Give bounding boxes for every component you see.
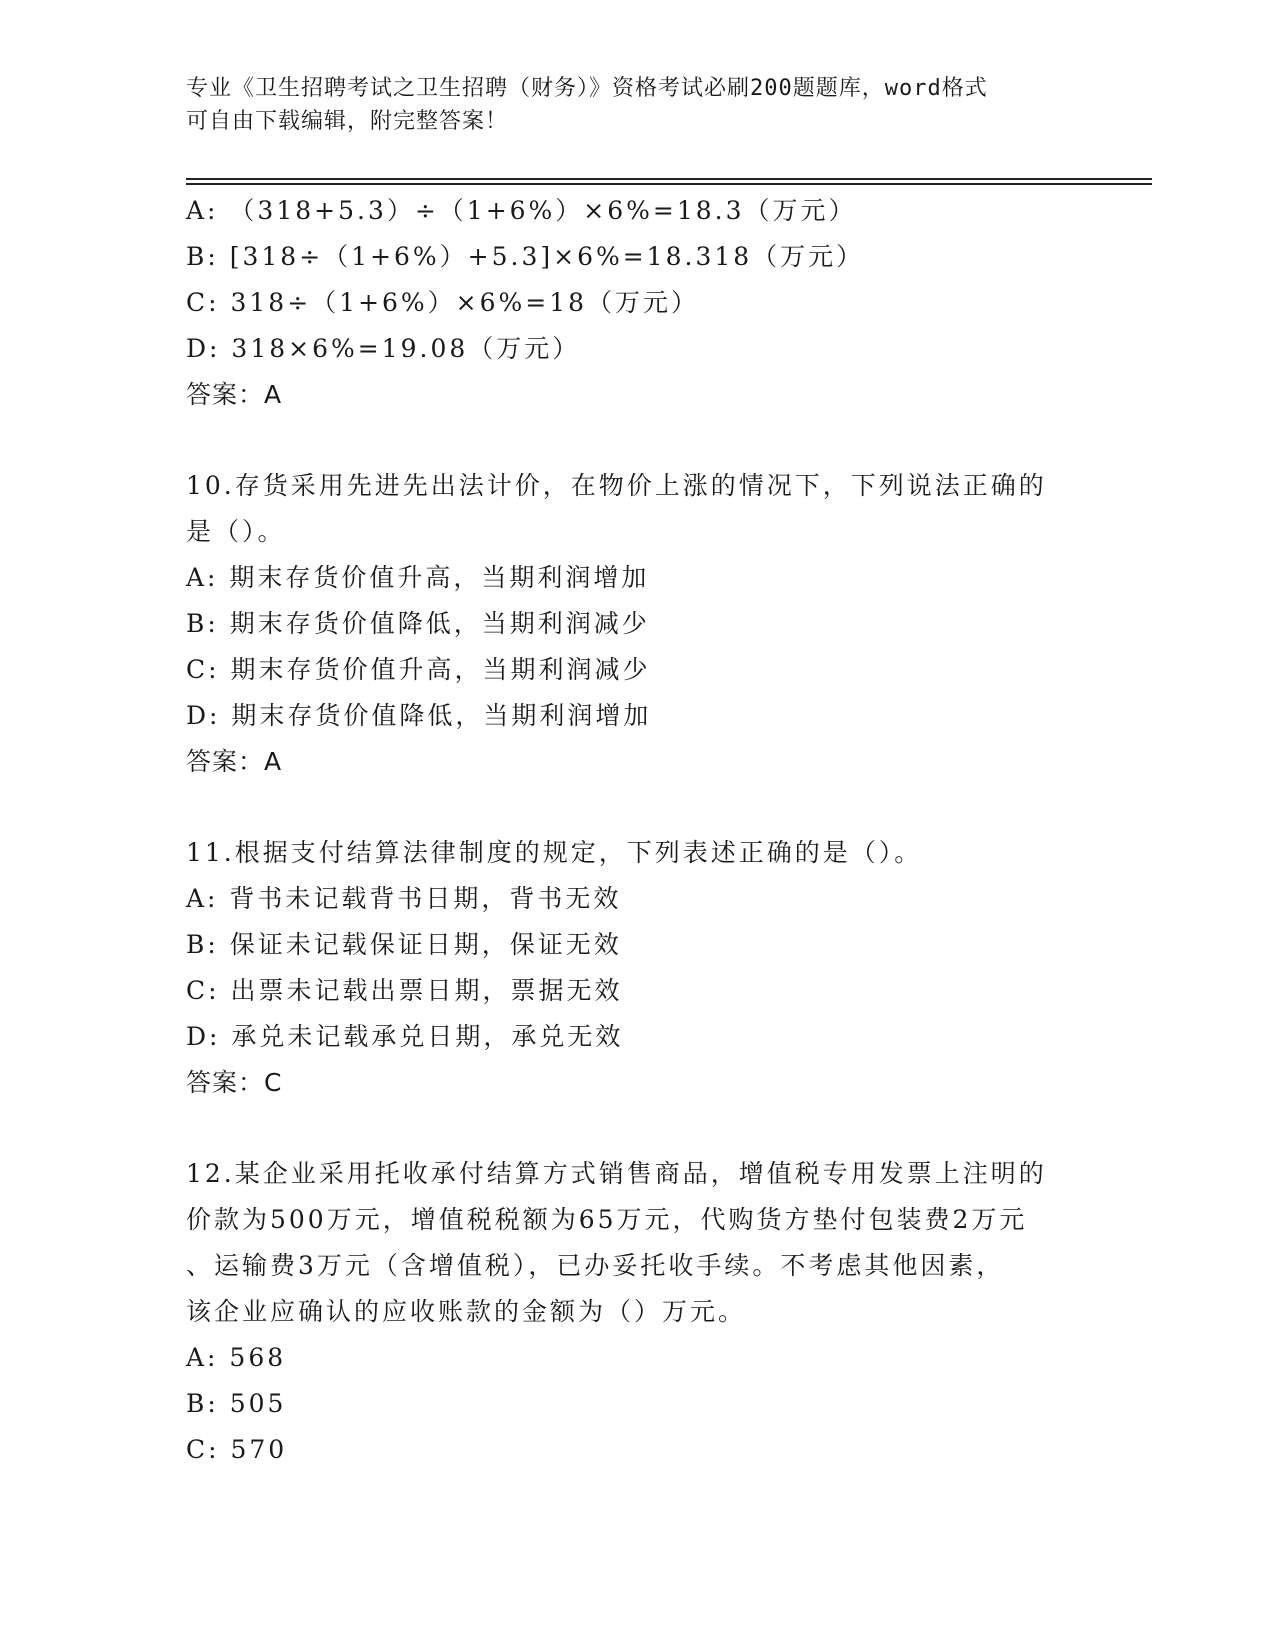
question-spacer	[186, 418, 1086, 463]
option-b: B: 505	[186, 1389, 287, 1418]
option-c: C: 570	[186, 1435, 288, 1464]
option-d: D: 期末存货价值降低，当期利润增加	[186, 701, 652, 730]
option-c: C: 出票未记载出票日期，票据无效	[186, 976, 623, 1005]
option-d: D: 318×6%=19.08（万元）	[186, 334, 581, 363]
header-divider-top	[186, 178, 1152, 180]
answer: 答案：A	[186, 380, 283, 409]
question-11	[186, 830, 1086, 1106]
header-title-line-1: 专业《卫生招聘考试之卫生招聘（财务）》资格考试必刷200题题库，word格式	[186, 76, 988, 101]
answer: 答案：C	[186, 1068, 283, 1097]
question-stem-line: 11.根据支付结算法律制度的规定，下列表述正确的是（）。	[186, 838, 923, 867]
option-b: B: 保证未记载保证日期，保证无效	[186, 930, 622, 959]
option-b: B: [318÷（1+6%）+5.3]×6%=18.318（万元）	[186, 242, 865, 271]
option-c: C: 期末存货价值升高，当期利润减少	[186, 655, 651, 684]
option-a: A: （318+5.3）÷（1+6%）×6%=18.3（万元）	[186, 196, 857, 225]
question-stem-line: 价款为500万元，增值税税额为65万元，代购货方垫付包装费2万元	[186, 1205, 1028, 1234]
option-b: B: 期末存货价值降低，当期利润减少	[186, 609, 650, 638]
question-stem-line: 该企业应确认的应收账款的金额为（）万元。	[186, 1297, 747, 1326]
question-stem-line: 12.某企业采用托收承付结算方式销售商品，增值税专用发票上注明的	[186, 1159, 1047, 1188]
answer: 答案：A	[186, 747, 283, 776]
question-spacer	[186, 1106, 1086, 1151]
header-divider-bottom	[186, 183, 1152, 185]
question-spacer	[186, 785, 1086, 830]
question-9	[186, 188, 1086, 418]
page-header	[186, 72, 1066, 138]
question-stem-line: 是（）。	[186, 517, 286, 546]
option-a: A: 568	[186, 1343, 287, 1372]
question-stem-line: 、运输费3万元（含增值税），已办妥托收手续。不考虑其他因素，	[186, 1251, 1005, 1280]
question-12	[186, 1151, 1086, 1473]
question-content	[186, 188, 1086, 1473]
option-d: D: 承兑未记载承兑日期，承兑无效	[186, 1022, 624, 1051]
question-stem-line: 10.存货采用先进先出法计价，在物价上涨的情况下，下列说法正确的	[186, 471, 1047, 500]
option-c: C: 318÷（1+6%）×6%=18（万元）	[186, 288, 700, 317]
header-title-line-2: 可自由下载编辑，附完整答案！	[186, 109, 509, 134]
option-a: A: 背书未记载背书日期，背书无效	[186, 884, 622, 913]
option-a: A: 期末存货价值升高，当期利润增加	[186, 563, 650, 592]
question-10	[186, 463, 1086, 785]
